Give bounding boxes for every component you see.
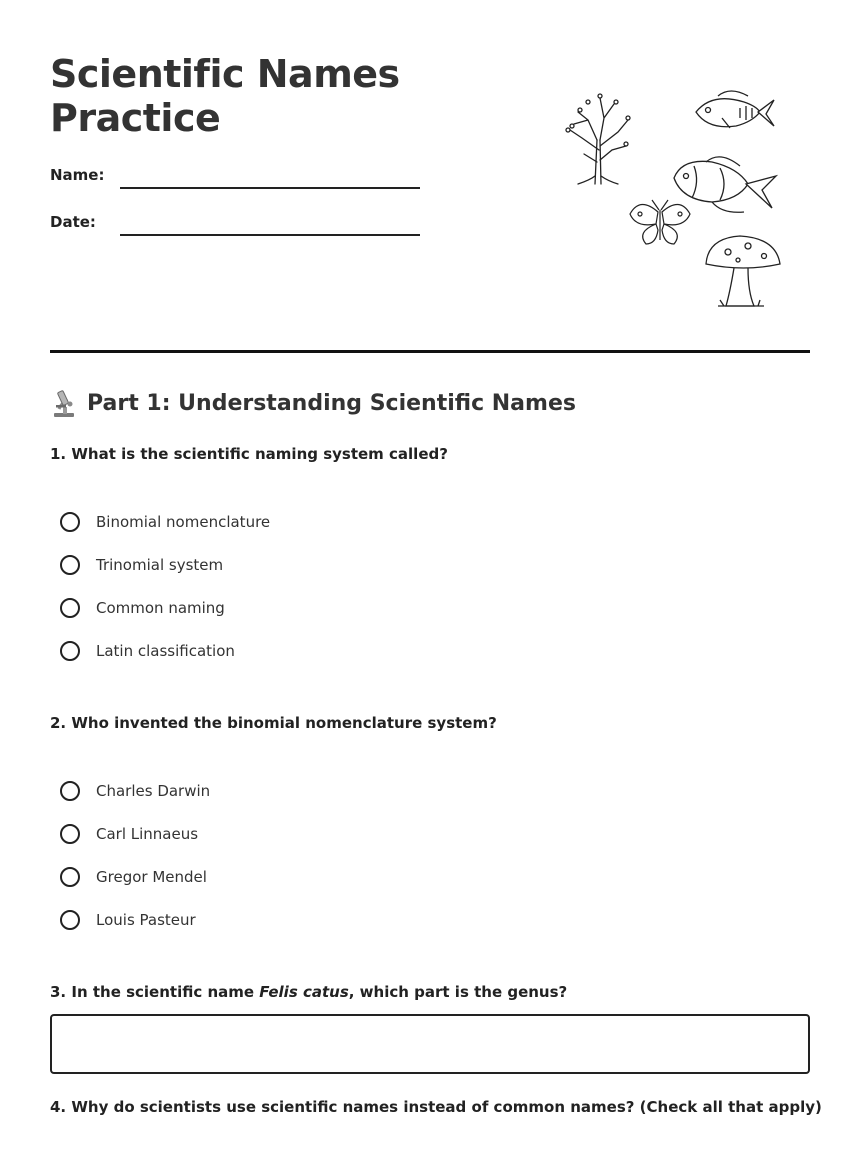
q3-answer-input[interactable] [50, 1014, 810, 1074]
q1-option-3[interactable] [60, 596, 225, 620]
question-2: 2. Who invented the binomial nomenclature system? [50, 714, 497, 732]
nature-illustration [560, 80, 790, 315]
section-title: Part 1: Understanding Scientific Names [87, 390, 576, 416]
radio-button[interactable] [60, 781, 80, 801]
radio-button[interactable] [60, 555, 80, 575]
date-field[interactable] [120, 234, 420, 236]
question-3 [50, 983, 567, 1001]
radio-button[interactable] [60, 641, 80, 661]
page-title [50, 52, 400, 140]
fish-icon [696, 91, 774, 128]
option-label: Gregor Mendel [96, 868, 207, 886]
option-label: Charles Darwin [96, 782, 211, 800]
title-line-2: Practice [50, 96, 221, 140]
tree-icon [566, 94, 630, 184]
question-3-suffix: , which part is the genus? [348, 983, 568, 1001]
microscope-icon [50, 388, 78, 418]
q1-option-1[interactable] [60, 510, 270, 534]
radio-button[interactable] [60, 867, 80, 887]
name-label: Name: [50, 166, 105, 184]
clownfish-icon [674, 157, 776, 212]
section-heading [50, 388, 576, 418]
radio-button[interactable] [60, 512, 80, 532]
option-label: Common naming [96, 599, 225, 617]
title-line-1: Scientific Names [50, 52, 400, 96]
option-label: Carl Linnaeus [96, 825, 199, 843]
q1-option-4[interactable] [60, 639, 235, 663]
question-3-species: Felis catus [259, 983, 349, 1001]
question-4: 4. Why do scientists use scientific names instead of common names? (Check all that apply) [50, 1098, 822, 1116]
q1-option-2[interactable] [60, 553, 223, 577]
date-label: Date: [50, 213, 96, 231]
q2-option-3[interactable] [60, 865, 207, 889]
question-1: 1. What is the scientific naming system called? [50, 445, 448, 463]
radio-button[interactable] [60, 824, 80, 844]
question-3-prefix: 3. In the scientific name [50, 983, 260, 1001]
q2-option-1[interactable] [60, 779, 210, 803]
option-label: Latin classification [96, 642, 235, 660]
option-label: Trinomial system [96, 556, 224, 574]
q2-option-4[interactable] [60, 908, 196, 932]
q2-option-2[interactable] [60, 822, 198, 846]
radio-button[interactable] [60, 910, 80, 930]
radio-button[interactable] [60, 598, 80, 618]
mushroom-icon [706, 236, 780, 306]
header-divider [50, 350, 810, 353]
name-field[interactable] [120, 187, 420, 189]
butterfly-icon [630, 200, 690, 244]
option-label: Louis Pasteur [96, 911, 196, 929]
option-label: Binomial nomenclature [96, 513, 271, 531]
